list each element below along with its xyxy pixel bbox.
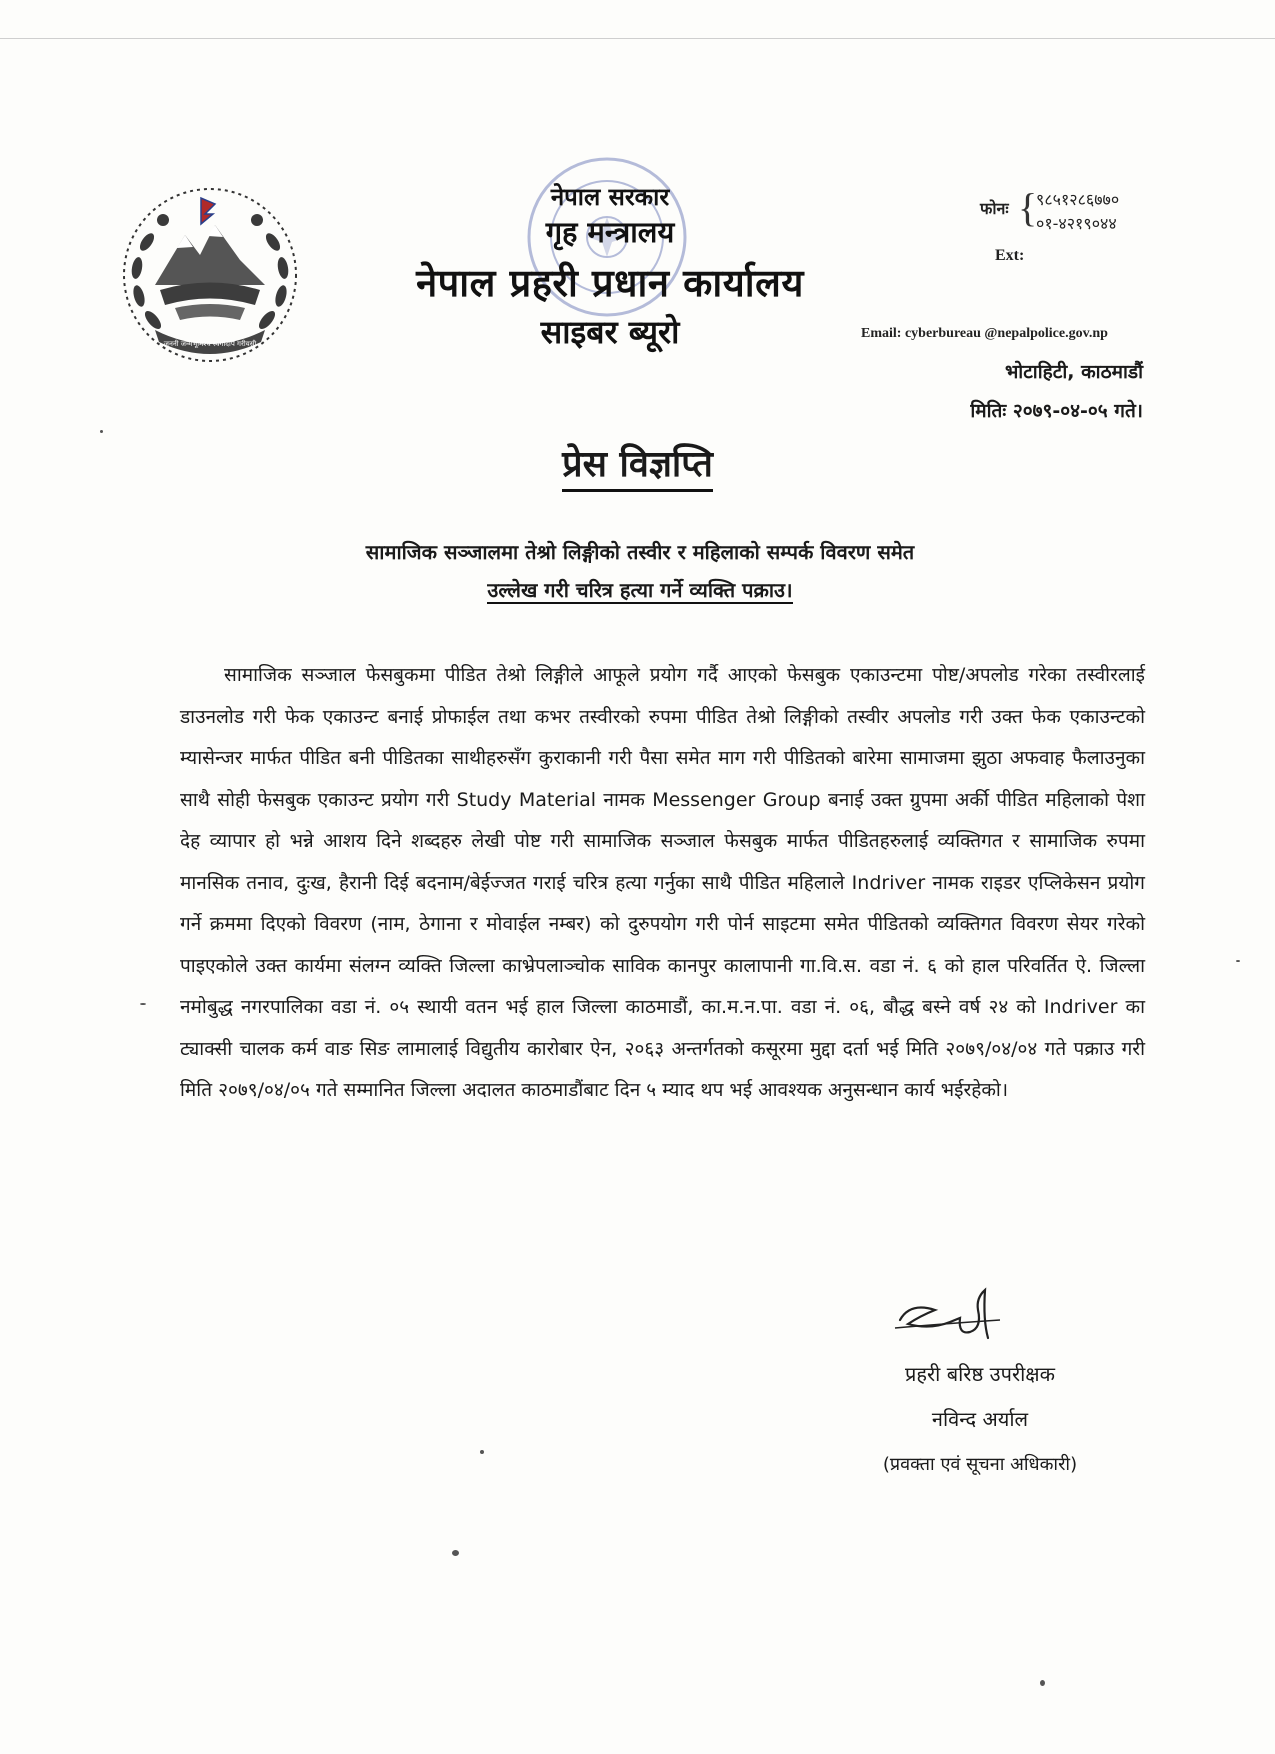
document-title xyxy=(0,438,1275,487)
phone-label: फोनः xyxy=(980,201,1009,218)
subject-line-2: उल्लेख गरी चरित्र हत्या गर्ने व्यक्ति पक्राउ। xyxy=(487,578,793,602)
subject-line-2-wrapper xyxy=(140,571,1140,609)
signatory-name: नविन्द अर्याल xyxy=(931,1407,1029,1431)
phone-number-1: ९८५१२८६७७० xyxy=(1036,190,1120,209)
press-release-body: सामाजिक सञ्जाल फेसबुकमा पीडित तेश्रो लिङ्गीले आफूले प्रयोग गर्दै आएको फेसबुक एकाउन्टमा पोष्ट/अपलोड गरेका तस्वीरलाई डाउनलोड गरी फेक एकाउन्ट बनाई प्रोफाईल तथा कभर तस्वीरको रुपमा पीडित तेश्रो लिङ्गीको तस्वीर अपलोड गरी उक्त फेक एकाउन्टको म्यासेन्जर मार्फत पीडित बनी पीडितका साथीहरुसँग कुराकानी गरी पैसा समेत माग गरी पीडितको बारेमा सामाजमा झुठा अफवाह फैलाउनुका साथै सोही फेसबुक एकाउन्ट प्रयोग गरी Study Material नामक Messenger Group बनाई उक्त ग्रुपमा अर्की पीडित महिलाको पेशा देह व्यापार हो भन्ने आशय दिने शब्दहरु लेखी पोष्ट गरी सामाजिक सञ्जाल फेसबुक मार्फत पीडितहरुलाई व्यक्तिगत र सामाजिक रुपमा मानसिक तनाव, दुःख, हैरानी दिई बदनाम/बेईज्जत गराई चरित्र हत्या गर्नुका साथै पीडित महिलाले Indriver नामक राइडर एप्लिकेसन प्रयोग गर्ने क्रममा दिएको विवरण (नाम, ठेगाना र मोवाईल नम्बर) को दुरुपयोग गरी पोर्न साइटमा समेत पीडितको व्यक्तिगत विवरण सेयर गरेको पाइएकोले उक्त कार्यमा संलग्न व्यक्ति जिल्ला काभ्रेपलाञ्चोक साविक कानपुर कालापानी गा.वि.स. वडा नं. ६ को हाल परिवर्तित ऐ. जिल्ला नमोबुद्ध नगरपालिका वडा नं. ०५ स्थायी वतन भई हाल जिल्ला काठमाडौं, का.म.न.पा. वडा नं. ०६, बौद्ध बस्ने वर्ष २४ को Indriver का ट्याक्सी चालक कर्म वाङ सिङ लामालाई विद्युतीय कारोबार ऐन, २०६३ अन्तर्गतको कसूरमा मुद्दा दर्ता भई मिति २०७९/०४/०४ गते पक्राउ गरी मिति २०७९/०४/०५ गते सम्मानित जिल्ला अदालत काठमाडौंबाट दिन ५ म्याद थप भई आवश्यक अनुसन्धान कार्य भईरहेको। xyxy=(180,664,1145,1101)
ministry-title: गृह मन्त्रालय xyxy=(545,215,675,249)
emblem-motto: जननी जन्मभूमिश्च स्वर्गादपि गरीयसी xyxy=(163,340,257,348)
phone-number-2: ०१-४२१९०४४ xyxy=(1036,214,1117,233)
scan-speck xyxy=(480,1450,484,1454)
phone-brace: { xyxy=(1018,185,1038,230)
government-title: नेपाल सरकार xyxy=(550,183,670,211)
scan-speck xyxy=(1040,1680,1045,1686)
signatory-title: प्रहरी बरिष्ठ उपरीक्षक xyxy=(904,1362,1055,1386)
signatory-role: (प्रवक्ता एवं सूचना अधिकारी) xyxy=(882,1454,1078,1475)
signature-icon xyxy=(890,1280,1030,1350)
scan-speck xyxy=(452,1550,459,1556)
document-title-text: प्रेस विज्ञप्ति xyxy=(562,444,713,492)
email-address: Email: cyberbureau @nepalpolice.gov.np xyxy=(861,326,1108,341)
extension-label: Ext: xyxy=(995,247,1025,264)
subject-line-1: सामाजिक सञ्जालमा तेश्रो लिङ्गीको तस्वीर र महिलाको सम्पर्क विवरण समेत xyxy=(365,540,915,564)
release-date: मितिः २०७९-०४-०५ गते। xyxy=(970,400,1143,422)
office-title: नेपाल प्रहरी प्रधान कार्यालय xyxy=(416,261,804,305)
scan-speck xyxy=(100,430,103,433)
scan-speck xyxy=(140,1003,146,1005)
bureau-title: साइबर ब्यूरो xyxy=(540,313,680,351)
scan-speck xyxy=(1236,960,1240,962)
nepal-emblem-icon xyxy=(115,180,305,370)
scan-top-rule xyxy=(0,38,1275,39)
office-location: भोटाहिटी, काठमाडौं xyxy=(1004,361,1143,383)
